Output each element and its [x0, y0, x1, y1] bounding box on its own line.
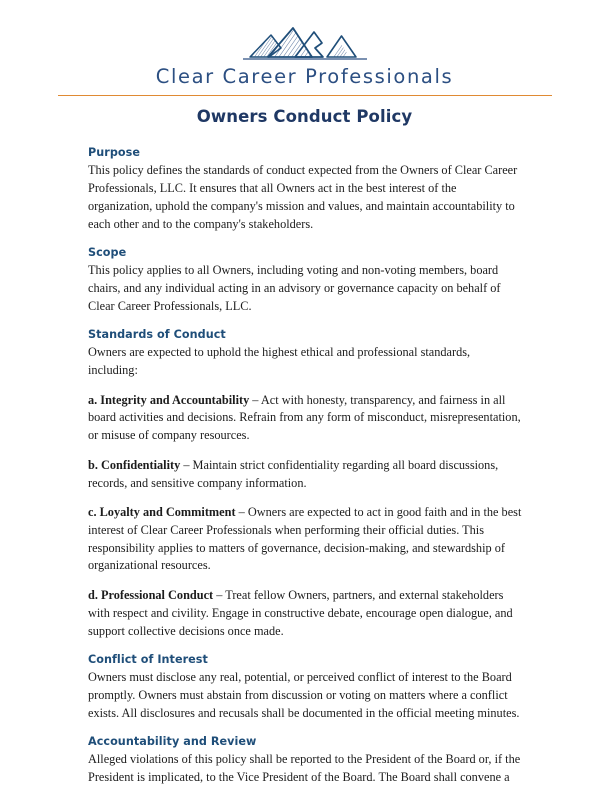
standards-item	[88, 504, 523, 575]
section-heading-scope: Scope	[88, 246, 127, 260]
standards-item-label: c. Loyalty and Commitment	[88, 505, 236, 520]
standards-item-label: b. Confidentiality	[88, 457, 181, 472]
standards-item-text: Owners are expected to act in good faith and in the best interest of Clear Career Professionals when performing their official duties. This responsibility applies to matters of governance, decision-making, and stewardship of organizational resources.	[88, 505, 522, 573]
standards-item-separator: –	[213, 588, 226, 603]
standards-item-text: Treat fellow Owners, partners, and external stakeholders with respect and civility. Engage in constructive debate, encourage open dialogue, and support collective decisions once made.	[88, 588, 513, 638]
section-body-scope: This policy applies to all Owners, including voting and non-voting members, board chairs, and any individual acting in an advisory or governance capacity on behalf of Clear Career Professionals, LLC.	[88, 263, 501, 313]
standards-item-separator: –	[235, 505, 248, 520]
standards-item-text: Act with honesty, transparency, and fairness in all board activities and decisions. Refrain from any form of misconduct, misrepresentation, or misuse of company resources.	[88, 392, 521, 443]
section-conflict-of-interest	[88, 653, 523, 722]
section-scope	[88, 246, 523, 315]
section-heading-purpose: Purpose	[88, 146, 140, 160]
letterhead	[0, 0, 609, 96]
standards-item-list	[88, 392, 523, 640]
document-body	[0, 146, 609, 786]
section-heading-standards: Standards of Conduct	[88, 328, 226, 342]
section-purpose	[88, 146, 523, 233]
section-body-purpose: This policy defines the standards of conduct expected from the Owners of Clear Career Professionals, LLC. It ensures that all Owners act in the best interest of the organization, uphold the company's mission and values, and maintain accountability to each other and to the company's stakeholders.	[88, 163, 518, 231]
standards-item-label: d. Professional Conduct	[88, 588, 214, 603]
section-heading-conflict-of-interest: Conflict of Interest	[88, 653, 208, 667]
company-wordmark: Clear Career Professionals	[155, 65, 454, 88]
section-body-accountability: Alleged violations of this policy shall be reported to the President of the Board or, if the President is implicated, to the Vice President of the Board. The Board shall convene a	[88, 752, 521, 785]
standards-item	[88, 392, 523, 445]
page-title: Owners Conduct Policy	[196, 107, 413, 127]
mountain-peaks-logo-icon	[239, 22, 371, 64]
standards-lead-in: Owners are expected to uphold the highest ethical and professional standards, including:	[88, 345, 471, 378]
standards-item-text: Maintain strict confidentiality regarding all board discussions, records, and sensitive company information.	[88, 457, 499, 490]
standards-item-separator: –	[249, 392, 261, 407]
section-standards-of-conduct	[88, 328, 523, 640]
section-body-conflict-of-interest: Owners must disclose any real, potential, or perceived conflict of interest to the Board promptly. Owners must abstain from discussion or voting on matters where a conflict exists. All disclosures and recusals shall be documented in the official meeting minutes.	[88, 670, 520, 720]
standards-item-label: a. Integrity and Accountability	[88, 392, 250, 407]
standards-item-separator: –	[180, 457, 193, 472]
section-heading-accountability: Accountability and Review	[88, 735, 257, 749]
standards-item	[88, 587, 523, 640]
section-accountability-and-review	[88, 735, 523, 786]
standards-item	[88, 457, 523, 492]
header-divider	[58, 95, 552, 96]
